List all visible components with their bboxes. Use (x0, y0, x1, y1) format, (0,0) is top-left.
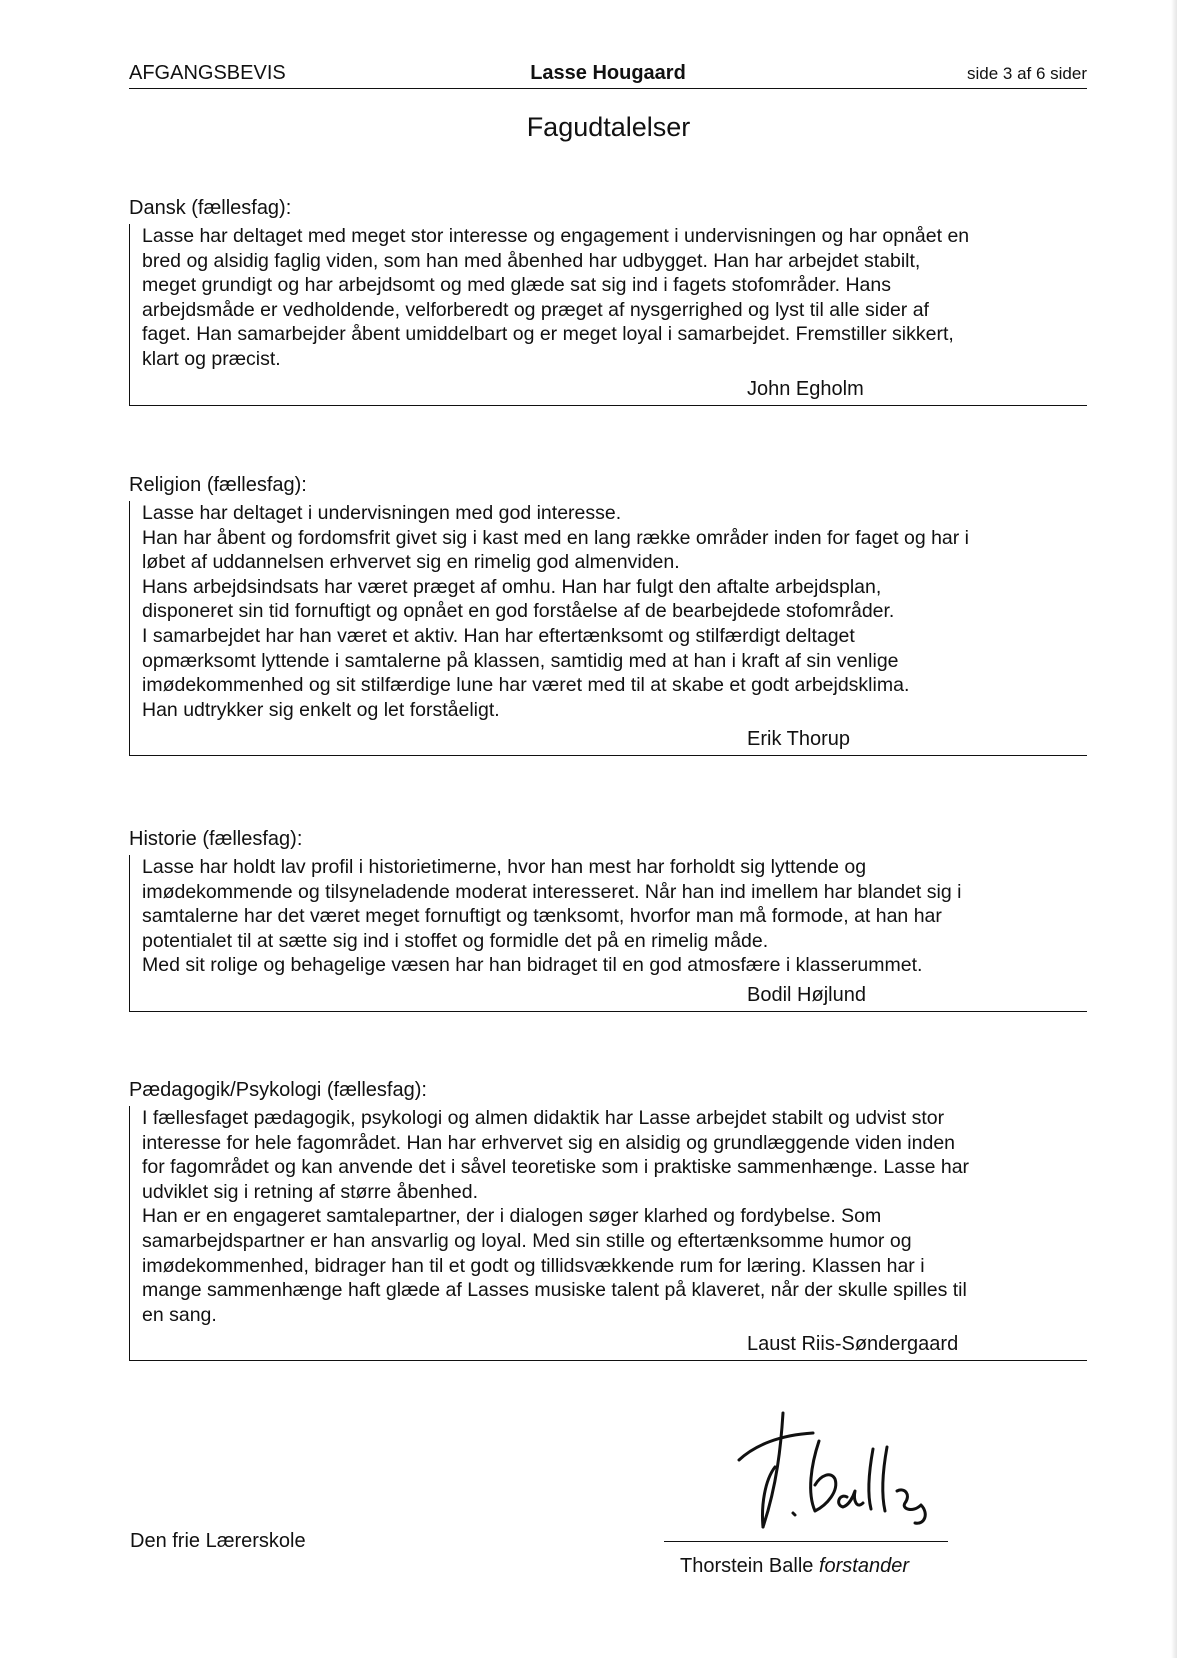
section-heading: Religion (fællesfag): (129, 474, 307, 496)
section-heading: Historie (fællesfag): (129, 828, 303, 850)
signer-role: forstander (818, 1555, 910, 1577)
section-heading: Dansk (fællesfag): (129, 197, 292, 219)
signer-name: Thorstein Balle (680, 1555, 814, 1577)
signature-icon (735, 1405, 935, 1535)
student-name: Lasse Hougaard (530, 62, 686, 84)
section-box (129, 224, 1087, 406)
section-body: Lasse har holdt lav profil i historietimerne, hvor han mest har forholdt sig lyttende og imødekommende og tilsyneladende moderat interesseret. Når han ind imellem har blandet sig i samtalerne har det været meget fornuftigt og tænksomt, hvorfor man må formode, at han har potentialet til at sætte sig ind i stoffet og formidle det på en rimelig måde. Med sit rolige og behagelige væsen har han bidraget til en god atmosfære i klasserummet. (142, 856, 962, 977)
section-body: Lasse har deltaget i undervisningen med god interesse. Han har åbent og fordomsfrit givet sig i kast med en lang række områder inden for faget og har i løbet af uddannelsen erhvervet sig en rimelig god almenviden. Hans arbejdsindsats har været præget af omhu. Han har fulgt den aftalte arbejdsplan, disponeret sin tid fornuftigt og opnået en god forståelse af de bearbejdede stofområder. I samarbejdet har han været et aktiv. Han har eftertænksomt og stilfærdigt deltaget opmærksomt lyttende i samtalerne på klassen, samtidig med at han i kraft af sin venlige imødekommenhed og sit stilfærdige lune har været med til at skabe et godt arbejdsklima. Han udtrykker sig enkelt og let forståeligt. (142, 502, 970, 721)
page-edge (1171, 0, 1177, 1658)
section-heading: Pædagogik/Psykologi (fællesfag): (129, 1079, 427, 1101)
section-author: Bodil Højlund (747, 983, 866, 1006)
section-body: I fællesfaget pædagogik, psykologi og almen didaktik har Lasse arbejdet stabilt og udvist stor interesse for hele fagområdet. Han har erhvervet sig en alsidig og grundlæggende viden inden for fagområdet og kan anvende det i såvel teoretiske som i praktiske sammenhænge. Lasse har udviklet sig i retning af større åbenhed. Han er en engageret samtalepartner, der i dialogen søger klarhed og fordybelse. Som samarbejdspartner er han ansvarlig og loyal. Med sin stille og eftertænksomme humor og imødekommenhed, bidrager han til et godt og tillidsvækkende rum for læring. Klassen har i mange sammenhænge haft glæde af Lasses musiske talent på klaveret, når der skulle spilles til en sang. (142, 1107, 970, 1326)
section-dansk (129, 196, 1087, 406)
page-header (129, 60, 1087, 89)
page-number: side 3 af 6 sider (966, 64, 1087, 83)
section-box (129, 501, 1087, 756)
section-author: Laust Riis-Søndergaard (747, 1333, 959, 1356)
section-box (129, 1106, 1087, 1361)
section-box (129, 855, 1087, 1012)
section-body: Lasse har deltaget med meget stor interesse og engagement i undervisningen og har opnået en bred og alsidig faglig viden, som han med åbenhed har udbygget. Han har arbejdet stabilt, meget grundigt og har arbejdsomt og med glæde sat sig ind i fagets stofområder. Hans arbejdsmåde er vedholdende, velforberedt og præget af nysgerrighed og lyst til alle sider af faget. Han samarbejder åbent umiddelbart og er meget loyal i samarbejdet. Fremstiller sikkert, klart og præcist. (142, 225, 970, 370)
signature-line (664, 1541, 948, 1542)
document-type: AFGANGSBEVIS (129, 62, 286, 84)
section-religion (129, 473, 1087, 756)
section-paedagogik-psykologi (129, 1078, 1087, 1361)
section-historie (129, 827, 1087, 1012)
school-name: Den frie Lærerskole (130, 1530, 306, 1552)
page-title: Fagudtalelser (526, 112, 691, 142)
section-author: Erik Thorup (747, 728, 851, 751)
signer (680, 1555, 909, 1578)
section-author: John Egholm (747, 377, 864, 400)
